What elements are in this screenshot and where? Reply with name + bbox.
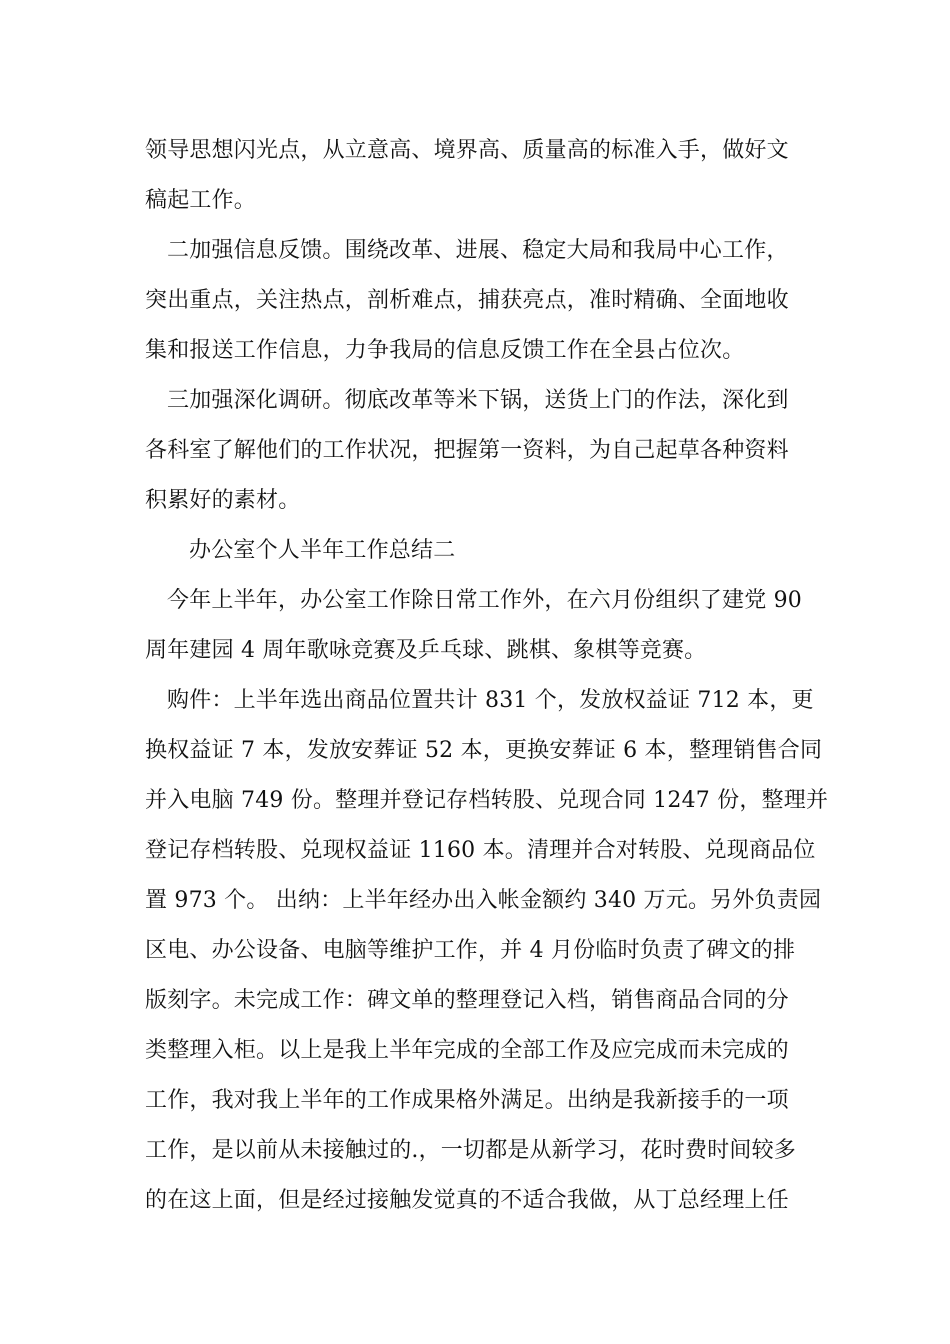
- text-line: 工作，是以前从未接触过的.，一切都是从新学习，花时费时间较多: [145, 1138, 796, 1163]
- text-line: 集和报送工作信息，力争我局的信息反馈工作在全县占位次。: [145, 338, 745, 363]
- section-heading: 办公室个人半年工作总结二: [189, 538, 456, 563]
- text-line: 版刻字。未完成工作：碑文单的整理登记入档，销售商品合同的分: [145, 988, 789, 1013]
- text-line: 今年上半年，办公室工作除日常工作外，在六月份组织了建党 90: [167, 588, 802, 613]
- text-line: 并入电脑 749 份。整理并登记存档转股、兑现合同 1247 份，整理并: [145, 788, 829, 813]
- text-line: 稿起工作。: [145, 188, 257, 213]
- text-line: 区电、办公设备、电脑等维护工作，并 4 月份临时负责了碑文的排: [145, 938, 796, 963]
- text-line: 换权益证 7 本，发放安葬证 52 本，更换安葬证 6 本，整理销售合同: [145, 738, 823, 763]
- text-line: 突出重点，关注热点，剖析难点，捕获亮点，准时精确、全面地收: [145, 288, 789, 313]
- text-line: 置 973 个。 出纳：上半年经办出入帐金额约 340 万元。另外负责园: [145, 888, 822, 913]
- text-line: 积累好的素材。: [145, 488, 301, 513]
- text-line: 工作，我对我上半年的工作成果格外满足。出纳是我新接手的一项: [145, 1088, 789, 1113]
- document-body: [145, 126, 829, 1226]
- text-line: 二加强信息反馈。围绕改革、进展、稳定大局和我局中心工作，: [167, 238, 789, 263]
- text-line: 周年建园 4 周年歌咏竞赛及乒乓球、跳棋、象棋等竞赛。: [145, 638, 707, 663]
- text-line: 购件：上半年选出商品位置共计 831 个，发放权益证 712 本，更: [167, 688, 814, 713]
- text-line: 类整理入柜。以上是我上半年完成的全部工作及应完成而未完成的: [145, 1038, 789, 1063]
- text-line: 领导思想闪光点，从立意高、境界高、质量高的标准入手，做好文: [145, 138, 789, 163]
- text-line: 各科室了解他们的工作状况，把握第一资料，为自己起草各种资料: [145, 438, 789, 463]
- text-line: 登记存档转股、兑现权益证 1160 本。清理并合对转股、兑现商品位: [145, 838, 816, 863]
- text-line: 三加强深化调研。彻底改革等米下锅，送货上门的作法，深化到: [167, 388, 789, 413]
- text-line: 的在这上面，但是经过接触发觉真的不适合我做，从丁总经理上任: [145, 1188, 789, 1213]
